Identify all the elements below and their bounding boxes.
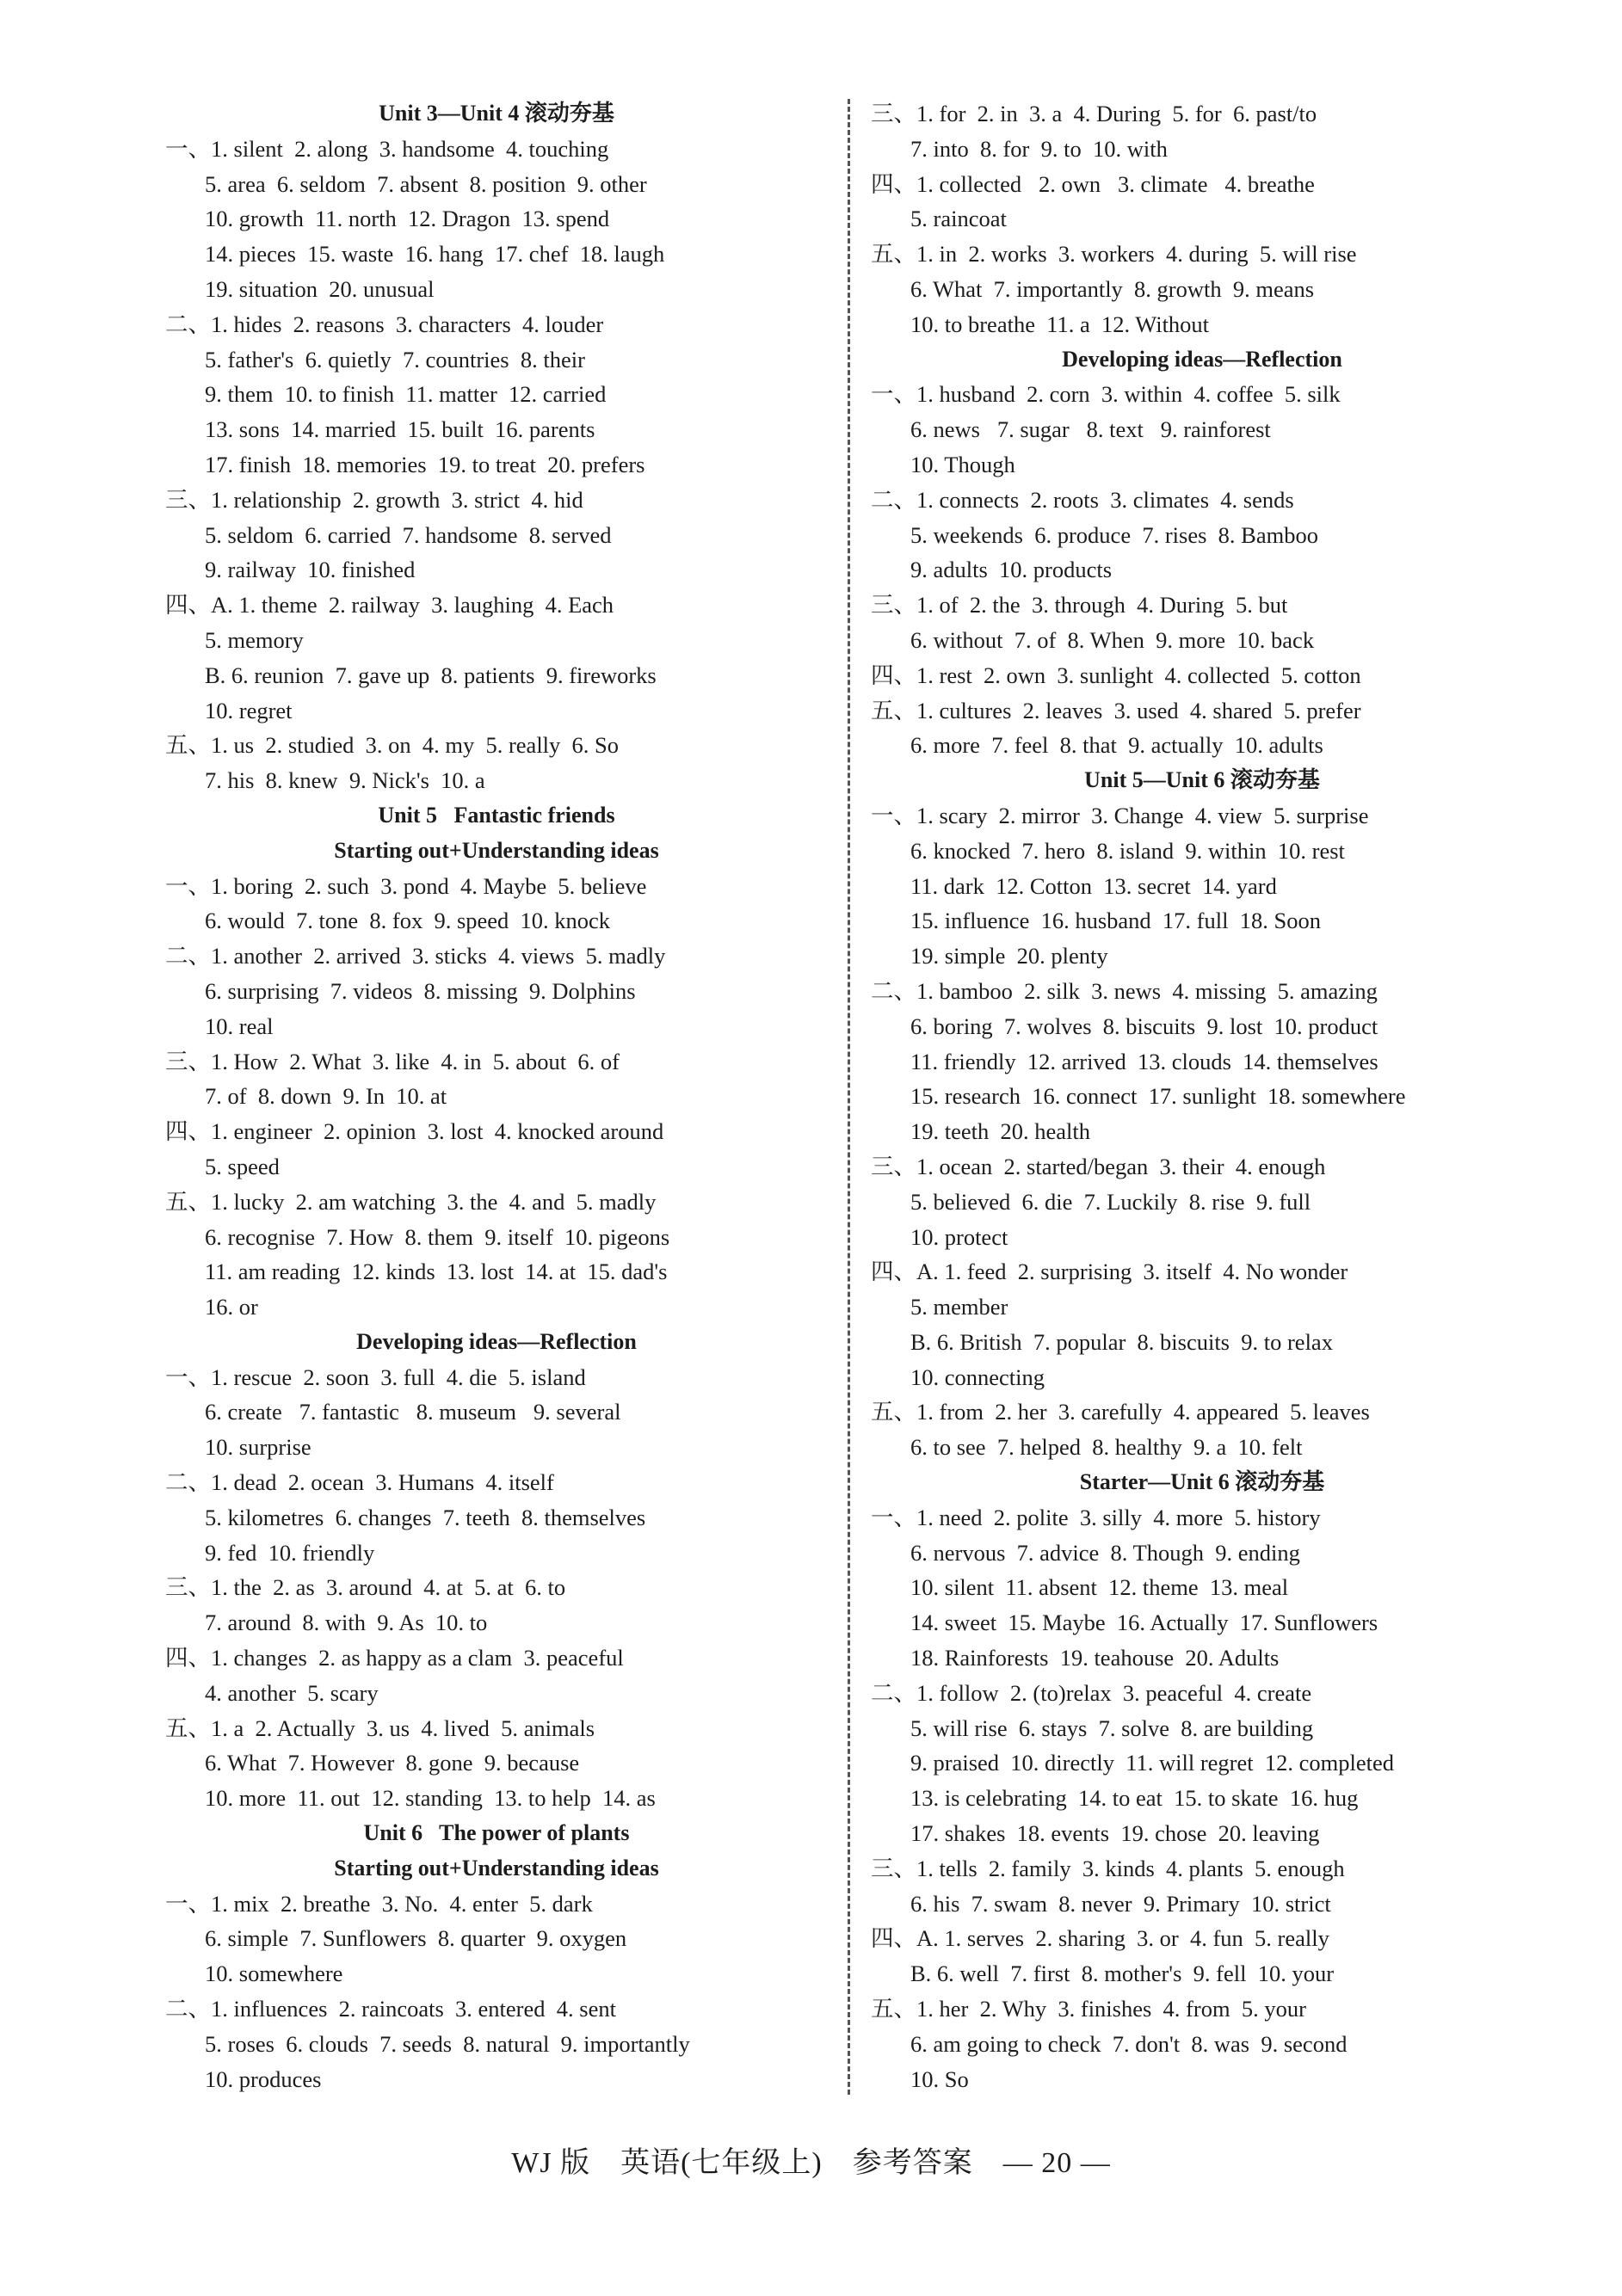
answer-line: 6. What 7. However 8. gone 9. because (205, 1750, 580, 1776)
answer-line: 9. fed 10. friendly (205, 1539, 375, 1566)
answer-line: 17. shakes 18. events 19. chose 20. leaving (910, 1820, 1320, 1847)
answer-line: 5. will rise 6. stays 7. solve 8. are building (910, 1714, 1314, 1741)
answer-line: 一、1. boring 2. such 3. pond 4. Maybe 5. believe (165, 872, 647, 899)
answer-line: 二、1. hides 2. reasons 3. characters 4. louder (165, 311, 604, 337)
answer-line: 14. sweet 15. Maybe 16. Actually 17. Sunflowers (910, 1610, 1378, 1636)
answer-line: 6. nervous 7. advice 8. Though 9. ending (910, 1539, 1300, 1566)
answer-line: 五、1. in 2. works 3. workers 4. during 5. will rise (871, 241, 1357, 268)
section-heading: Developing ideas—Reflection (356, 1328, 637, 1354)
answer-line: 10. to breathe 11. a 12. Without (910, 311, 1210, 337)
answer-line: 5. believed 6. die 7. Luckily 8. rise 9. full (910, 1188, 1311, 1215)
answer-line: 5. kilometres 6. changes 7. teeth 8. themselves (205, 1504, 646, 1530)
answer-line: 二、1. dead 2. ocean 3. Humans 4. itself (165, 1469, 554, 1496)
right-column (871, 96, 1533, 2096)
answer-line: 6. simple 7. Sunflowers 8. quarter 9. oxygen (205, 1925, 627, 1952)
answer-line: 14. pieces 15. waste 16. hang 17. chef 18. laugh (205, 241, 665, 268)
answer-line: 二、1. another 2. arrived 3. sticks 4. views 5. madly (165, 943, 666, 969)
answer-line: 四、1. engineer 2. opinion 3. lost 4. knocked around (165, 1118, 664, 1145)
answer-line: 6. more 7. feel 8. that 9. actually 10. adults (910, 732, 1323, 759)
answer-line: 四、1. collected 2. own 3. climate 4. breathe (871, 170, 1315, 197)
answer-line: 二、1. follow 2. (to)relax 3. peaceful 4. create (871, 1679, 1312, 1706)
section-heading: Unit 6 The power of plants (363, 1820, 630, 1846)
answer-line: 9. praised 10. directly 11. will regret 12. completed (910, 1750, 1394, 1776)
answer-line: 6. his 7. swam 8. never 9. Primary 10. strict (910, 1890, 1331, 1917)
answer-line: 9. adults 10. products (910, 557, 1113, 583)
answer-line: 5. seldom 6. carried 7. handsome 8. served (205, 521, 612, 548)
answer-line: 4. another 5. scary (205, 1679, 379, 1706)
answer-line: 10. growth 11. north 12. Dragon 13. spend (205, 206, 610, 232)
answer-line: 一、1. mix 2. breathe 3. No. 4. enter 5. dark (165, 1890, 593, 1917)
answer-line: 三、1. for 2. in 3. a 4. During 5. for 6. past/to (871, 101, 1317, 126)
answer-line: 一、1. scary 2. mirror 3. Change 4. view 5. surprise (871, 802, 1369, 828)
answer-line: 三、1. tells 2. family 3. kinds 4. plants 5. enough (871, 1855, 1345, 1881)
answer-line: 7. of 8. down 9. In 10. at (205, 1083, 447, 1110)
answer-line: 10. protect (910, 1223, 1008, 1250)
answer-line: 四、1. rest 2. own 3. sunlight 4. collected 5. cotton (871, 662, 1361, 688)
answer-line: 6. without 7. of 8. When 9. more 10. back (910, 626, 1315, 653)
answer-line: 10. regret (205, 697, 293, 723)
answer-line: 6. news 7. sugar 8. text 9. rainforest (910, 416, 1271, 443)
left-column (165, 96, 828, 2096)
section-heading: Starting out+Understanding ideas (334, 1855, 659, 1881)
answer-line: 三、1. ocean 2. started/began 3. their 4. enough (871, 1153, 1326, 1179)
answer-line: 五、1. her 2. Why 3. finishes 4. from 5. your (871, 1996, 1306, 2022)
answer-line: 18. Rainforests 19. teahouse 20. Adults (910, 1645, 1280, 1671)
section-heading: Starter—Unit 6 滚动夯基 (1079, 1469, 1325, 1495)
column-divider (848, 99, 850, 2095)
answer-line: 一、1. husband 2. corn 3. within 4. coffee 5. silk (871, 381, 1341, 408)
answer-line: 5. memory (205, 626, 304, 653)
answer-line: 6. knocked 7. hero 8. island 9. within 10. rest (910, 837, 1345, 864)
answer-line: 17. finish 18. memories 19. to treat 20. prefers (205, 451, 645, 477)
answer-line: 6. to see 7. helped 8. healthy 9. a 10. felt (910, 1434, 1303, 1461)
answer-line: 5. area 6. seldom 7. absent 8. position 9. other (205, 170, 647, 197)
answer-line: 10. surprise (205, 1434, 311, 1461)
answer-line: 7. around 8. with 9. As 10. to (205, 1610, 488, 1636)
answer-line: 11. friendly 12. arrived 13. clouds 14. themselves (910, 1048, 1378, 1074)
answer-line: 二、1. influences 2. raincoats 3. entered 4. sent (165, 1996, 616, 2022)
answer-line: 一、1. need 2. polite 3. silly 4. more 5. history (871, 1504, 1321, 1530)
answer-line: 11. am reading 12. kinds 13. lost 14. at 15. dad's (205, 1259, 668, 1285)
answer-line: 10. real (205, 1013, 274, 1039)
answer-line: B. 6. British 7. popular 8. biscuits 9. to relax (910, 1328, 1333, 1355)
answer-line: 二、1. connects 2. roots 3. climates 4. sends (871, 486, 1294, 513)
answer-line: 四、A. 1. serves 2. sharing 3. or 4. fun 5. really (871, 1925, 1329, 1952)
answer-line: 5. raincoat (910, 206, 1007, 232)
answer-line: 5. weekends 6. produce 7. rises 8. Bamboo (910, 521, 1318, 548)
answer-line: 一、1. silent 2. along 3. handsome 4. touching (165, 135, 609, 162)
answer-line: 五、1. a 2. Actually 3. us 4. lived 5. animals (165, 1714, 595, 1741)
answer-line: 10. connecting (910, 1363, 1045, 1390)
answer-line: 10. more 11. out 12. standing 13. to help 14. as (205, 1785, 656, 1812)
answer-line: 三、1. the 2. as 3. around 4. at 5. at 6. to (165, 1574, 566, 1601)
answer-line: 二、1. bamboo 2. silk 3. news 4. missing 5. amazing (871, 977, 1378, 1004)
answer-line: 7. his 8. knew 9. Nick's 10. a (205, 767, 485, 794)
answer-line: 19. situation 20. unusual (205, 275, 435, 302)
page-footer: WJ 版 英语(七年级上) 参考答案 — 20 — (511, 2147, 1111, 2179)
answer-line: 10. So (910, 2065, 969, 2092)
section-heading: Unit 5 Fantastic friends (378, 802, 615, 828)
answer-line: 9. them 10. to finish 11. matter 12. carried (205, 381, 607, 408)
answer-line: 11. dark 12. Cotton 13. secret 14. yard (910, 872, 1277, 899)
answer-line: 四、1. changes 2. as happy as a clam 3. peaceful (165, 1645, 624, 1671)
answer-line: 9. railway 10. finished (205, 557, 416, 583)
section-heading: Unit 3—Unit 4 滚动夯基 (379, 101, 614, 126)
answer-line: 五、1. lucky 2. am watching 3. the 4. and 5. madly (165, 1188, 657, 1215)
section-heading: Developing ideas—Reflection (1062, 346, 1342, 372)
answer-line: 一、1. rescue 2. soon 3. full 4. die 5. island (165, 1363, 586, 1390)
answer-line: 10. Though (910, 451, 1015, 477)
answer-line: 10. silent 11. absent 12. theme 13. meal (910, 1574, 1289, 1601)
answer-line: 6. recognise 7. How 8. them 9. itself 10. pigeons (205, 1223, 670, 1250)
answer-line: 三、1. of 2. the 3. through 4. During 5. but (871, 592, 1288, 619)
answer-line: 10. produces (205, 2065, 322, 2092)
answer-line: 五、1. from 2. her 3. carefully 4. appeared 5. leaves (871, 1399, 1370, 1425)
answer-line: 15. research 16. connect 17. sunlight 18. somewhere (910, 1083, 1406, 1110)
answer-line: 10. somewhere (205, 1961, 343, 1987)
answer-line: 6. surprising 7. videos 8. missing 9. Dolphins (205, 977, 636, 1004)
answer-line: 13. sons 14. married 15. built 16. parents (205, 416, 595, 443)
answer-line: 三、1. relationship 2. growth 3. strict 4. hid (165, 486, 583, 513)
answer-line: 13. is celebrating 14. to eat 15. to skate 16. hug (910, 1785, 1359, 1812)
answer-line: 四、A. 1. feed 2. surprising 3. itself 4. No wonder (871, 1259, 1348, 1285)
section-heading: Unit 5—Unit 6 滚动夯基 (1084, 767, 1320, 793)
answer-line: 5. father's 6. quietly 7. countries 8. their (205, 346, 585, 372)
answer-line: 6. am going to check 7. don't 8. was 9. second (910, 2030, 1348, 2057)
answer-line: 6. create 7. fantastic 8. museum 9. several (205, 1399, 621, 1425)
answer-line: B. 6. reunion 7. gave up 8. patients 9. fireworks (205, 662, 657, 688)
answer-line: 五、1. us 2. studied 3. on 4. my 5. really 6. So (165, 732, 620, 759)
answer-line: 6. What 7. importantly 8. growth 9. means (910, 275, 1315, 302)
answer-line: 5. member (910, 1294, 1008, 1320)
answer-line: 16. or (205, 1294, 258, 1320)
answer-line: 5. roses 6. clouds 7. seeds 8. natural 9. importantly (205, 2030, 690, 2057)
answer-line: 四、A. 1. theme 2. railway 3. laughing 4. Each (165, 592, 614, 619)
answer-line: 15. influence 16. husband 17. full 18. Soon (910, 908, 1321, 934)
answer-line: 5. speed (205, 1153, 280, 1179)
answer-line: 19. simple 20. plenty (910, 943, 1108, 969)
answer-line: 6. would 7. tone 8. fox 9. speed 10. knock (205, 908, 611, 934)
answer-line: 五、1. cultures 2. leaves 3. used 4. shared 5. prefer (871, 697, 1361, 723)
answer-line: 三、1. How 2. What 3. like 4. in 5. about 6. of (165, 1048, 620, 1074)
section-heading: Starting out+Understanding ideas (334, 837, 659, 863)
answer-line: 6. boring 7. wolves 8. biscuits 9. lost 10. product (910, 1013, 1378, 1039)
answer-line: 19. teeth 20. health (910, 1118, 1090, 1145)
answer-line: B. 6. well 7. first 8. mother's 9. fell 10. your (910, 1961, 1335, 1987)
answer-line: 7. into 8. for 9. to 10. with (910, 135, 1168, 162)
